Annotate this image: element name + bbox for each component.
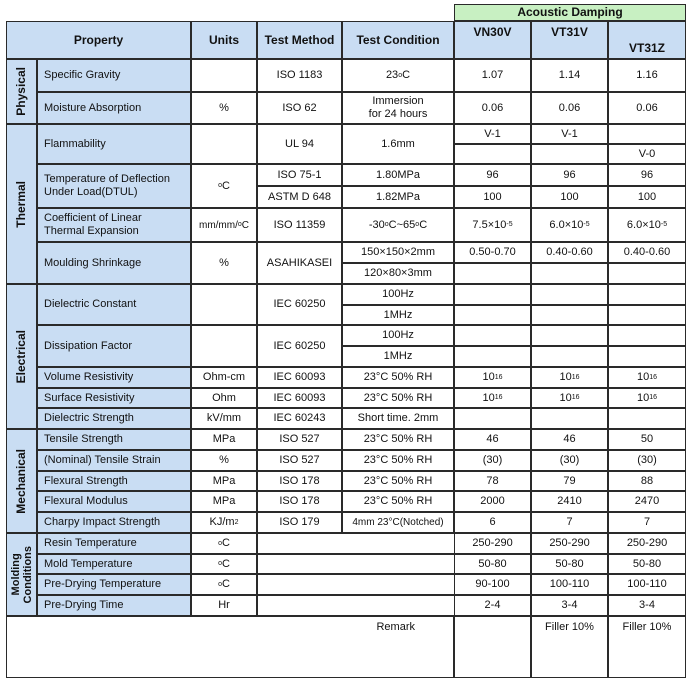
group-header: Acoustic Damping	[454, 4, 686, 21]
test-method-header: Test Method	[257, 21, 342, 59]
value-cell: 2000	[454, 491, 531, 512]
condition-cell: 1MHz	[342, 346, 454, 367]
condition-cell: 150×150×2mm	[342, 242, 454, 263]
value-cell	[454, 305, 531, 325]
value-cell: 100-110	[531, 574, 608, 595]
value-cell: 96	[531, 164, 608, 186]
grade-header-3: VT31Z	[608, 21, 686, 59]
property-moisture-absorption: Moisture Absorption	[37, 92, 191, 124]
condition-cell: 23 o C	[342, 59, 454, 92]
value-cell: 90-100	[454, 574, 531, 595]
method-cell: IEC 60250	[257, 325, 342, 367]
grade-header-2: VT31V	[531, 21, 608, 59]
value-cell: 50-80	[531, 554, 608, 574]
value-cell: (30)	[531, 450, 608, 471]
property-surface-resistivity: Surface Resistivity	[37, 388, 191, 408]
section-electrical: Electrical	[6, 284, 37, 429]
units-cell: MPa	[191, 471, 257, 491]
condition-cell: 23°C 50% RH	[342, 429, 454, 450]
property-dielectric-strength: Dielectric Strength	[37, 408, 191, 429]
value-cell: 10 16	[531, 388, 608, 408]
value-cell	[608, 124, 686, 144]
property-resin-temperature: Resin Temperature	[37, 533, 191, 554]
units-cell: o C	[191, 533, 257, 554]
units-cell: o C	[191, 574, 257, 595]
value-cell: 3-4	[608, 595, 686, 616]
method-cell: IEC 60093	[257, 367, 342, 388]
condition-cell: Immersion for 24 hours	[342, 92, 454, 124]
property-tensile-strength: Tensile Strength	[37, 429, 191, 450]
units-cell: %	[191, 242, 257, 284]
units-cell: Hr	[191, 595, 257, 616]
units-cell: MPa	[191, 429, 257, 450]
units-cell: KJ/m 2	[191, 512, 257, 533]
property-charpy-impact-strength: Charpy Impact Strength	[37, 512, 191, 533]
property-header: Property	[6, 21, 191, 59]
value-cell: 250-290	[531, 533, 608, 554]
property-tensile-strain: (Nominal) Tensile Strain	[37, 450, 191, 471]
value-cell: 100	[608, 186, 686, 208]
method-cell: ISO 75-1	[257, 164, 342, 186]
value-cell: 79	[531, 471, 608, 491]
method-cell: IEC 60093	[257, 388, 342, 408]
value-cell	[608, 305, 686, 325]
value-cell: 50-80	[608, 554, 686, 574]
method-cell	[257, 595, 454, 616]
method-cell	[257, 574, 454, 595]
units-cell: %	[191, 92, 257, 124]
units-cell: Ohm	[191, 388, 257, 408]
condition-cell: 23°C 50% RH	[342, 471, 454, 491]
value-cell: 10 16	[454, 367, 531, 388]
property-flexural-strength: Flexural Strength	[37, 471, 191, 491]
property-dielectric-constant: Dielectric Constant	[37, 284, 191, 325]
method-cell: ISO 1183	[257, 59, 342, 92]
value-cell: 6	[454, 512, 531, 533]
value-cell	[608, 284, 686, 305]
property-dtul: Temperature of Deflection Under Load(DTUL)	[37, 164, 191, 208]
value-cell: 100	[454, 186, 531, 208]
condition-cell: 120×80×3mm	[342, 263, 454, 284]
value-cell: 10 16	[608, 388, 686, 408]
value-cell: 78	[454, 471, 531, 491]
section-mechanical: Mechanical	[6, 429, 37, 533]
value-cell	[531, 325, 608, 346]
remark-value	[454, 616, 531, 678]
units-cell	[191, 59, 257, 92]
value-cell: 46	[454, 429, 531, 450]
property-specific-gravity: Specific Gravity	[37, 59, 191, 92]
method-cell: UL 94	[257, 124, 342, 164]
method-cell: ISO 178	[257, 471, 342, 491]
condition-cell: 1.80MPa	[342, 164, 454, 186]
value-cell: 0.06	[608, 92, 686, 124]
value-cell	[608, 346, 686, 367]
value-cell	[531, 408, 608, 429]
method-cell: ASAHIKASEI	[257, 242, 342, 284]
property-flammability: Flammability	[37, 124, 191, 164]
value-cell: (30)	[454, 450, 531, 471]
property-pre-drying-temperature: Pre-Drying Temperature	[37, 574, 191, 595]
value-cell: 96	[454, 164, 531, 186]
value-cell: 7	[531, 512, 608, 533]
property-dissipation-factor: Dissipation Factor	[37, 325, 191, 367]
units-cell: kV/mm	[191, 408, 257, 429]
value-cell: 1.16	[608, 59, 686, 92]
method-cell: ISO 11359	[257, 208, 342, 242]
value-cell: 7	[608, 512, 686, 533]
value-cell: 2470	[608, 491, 686, 512]
value-cell: 10 16	[531, 367, 608, 388]
value-cell: 3-4	[531, 595, 608, 616]
value-cell	[454, 325, 531, 346]
condition-cell: 4mm 23°C(Notched)	[342, 512, 454, 533]
condition-cell: 100Hz	[342, 284, 454, 305]
value-cell: V-0	[608, 144, 686, 164]
units-cell: o C	[191, 554, 257, 574]
remark-value: Filler 10%	[608, 616, 686, 678]
method-cell: IEC 60243	[257, 408, 342, 429]
value-cell: 96	[608, 164, 686, 186]
condition-cell: 1.6mm	[342, 124, 454, 164]
value-cell	[531, 284, 608, 305]
value-cell: 46	[531, 429, 608, 450]
value-cell: 2410	[531, 491, 608, 512]
remark-value: Filler 10%	[531, 616, 608, 678]
condition-cell: 23°C 50% RH	[342, 450, 454, 471]
value-cell: 50-80	[454, 554, 531, 574]
units-cell	[191, 284, 257, 325]
method-cell: ISO 179	[257, 512, 342, 533]
value-cell: 0.06	[531, 92, 608, 124]
condition-cell: 1.82MPa	[342, 186, 454, 208]
condition-cell: 100Hz	[342, 325, 454, 346]
value-cell: (30)	[608, 450, 686, 471]
method-cell: ISO 178	[257, 491, 342, 512]
value-cell	[608, 263, 686, 284]
value-cell	[454, 346, 531, 367]
value-cell	[531, 263, 608, 284]
value-cell	[531, 144, 608, 164]
condition-cell: 23°C 50% RH	[342, 388, 454, 408]
property-mold-temperature: Mold Temperature	[37, 554, 191, 574]
units-cell: %	[191, 450, 257, 471]
value-cell: 0.06	[454, 92, 531, 124]
units-header: Units	[191, 21, 257, 59]
value-cell	[608, 408, 686, 429]
condition-cell: 23°C 50% RH	[342, 367, 454, 388]
units-cell: Ohm-cm	[191, 367, 257, 388]
value-cell: V-1	[531, 124, 608, 144]
value-cell: V-1	[454, 124, 531, 144]
method-cell: ASTM D 648	[257, 186, 342, 208]
method-cell	[257, 554, 454, 574]
method-cell: ISO 527	[257, 429, 342, 450]
value-cell: 100	[531, 186, 608, 208]
method-cell	[257, 533, 454, 554]
value-cell: 100-110	[608, 574, 686, 595]
value-cell: 2-4	[454, 595, 531, 616]
value-cell: 250-290	[454, 533, 531, 554]
property-volume-resistivity: Volume Resistivity	[37, 367, 191, 388]
value-cell: 6.0×10 -5	[608, 208, 686, 242]
section-molding-conditions: Molding Conditions	[6, 533, 37, 616]
condition-cell: 23°C 50% RH	[342, 491, 454, 512]
value-cell	[531, 305, 608, 325]
units-cell: MPa	[191, 491, 257, 512]
value-cell	[531, 346, 608, 367]
value-cell	[454, 144, 531, 164]
value-cell: 6.0×10 -5	[531, 208, 608, 242]
value-cell	[454, 263, 531, 284]
value-cell: 7.5×10 -5	[454, 208, 531, 242]
section-thermal: Thermal	[6, 124, 37, 284]
value-cell: 0.40-0.60	[531, 242, 608, 263]
value-cell: 0.50-0.70	[454, 242, 531, 263]
test-condition-header: Test Condition	[342, 21, 454, 59]
value-cell	[608, 325, 686, 346]
value-cell: 1.07	[454, 59, 531, 92]
value-cell: 1.14	[531, 59, 608, 92]
units-cell	[191, 325, 257, 367]
value-cell: 250-290	[608, 533, 686, 554]
grade-header-1: VN30V	[454, 21, 531, 59]
units-cell: mm/mm/ o C	[191, 208, 257, 242]
value-cell: 50	[608, 429, 686, 450]
value-cell: 10 16	[608, 367, 686, 388]
value-cell: 10 16	[454, 388, 531, 408]
condition-cell: -30 o C~65 o C	[342, 208, 454, 242]
property-moulding-shrinkage: Moulding Shrinkage	[37, 242, 191, 284]
value-cell	[454, 408, 531, 429]
value-cell	[454, 284, 531, 305]
condition-cell: Short time. 2mm	[342, 408, 454, 429]
property-clte: Coefficient of Linear Thermal Expansion	[37, 208, 191, 242]
value-cell: 88	[608, 471, 686, 491]
method-cell: IEC 60250	[257, 284, 342, 325]
method-cell: ISO 62	[257, 92, 342, 124]
value-cell: 0.40-0.60	[608, 242, 686, 263]
section-physical: Physical	[6, 59, 37, 124]
units-cell	[191, 124, 257, 164]
remark-label: Remark	[6, 616, 454, 678]
units-cell: o C	[191, 164, 257, 208]
method-cell: ISO 527	[257, 450, 342, 471]
property-pre-drying-time: Pre-Drying Time	[37, 595, 191, 616]
condition-cell: 1MHz	[342, 305, 454, 325]
property-flexural-modulus: Flexural Modulus	[37, 491, 191, 512]
